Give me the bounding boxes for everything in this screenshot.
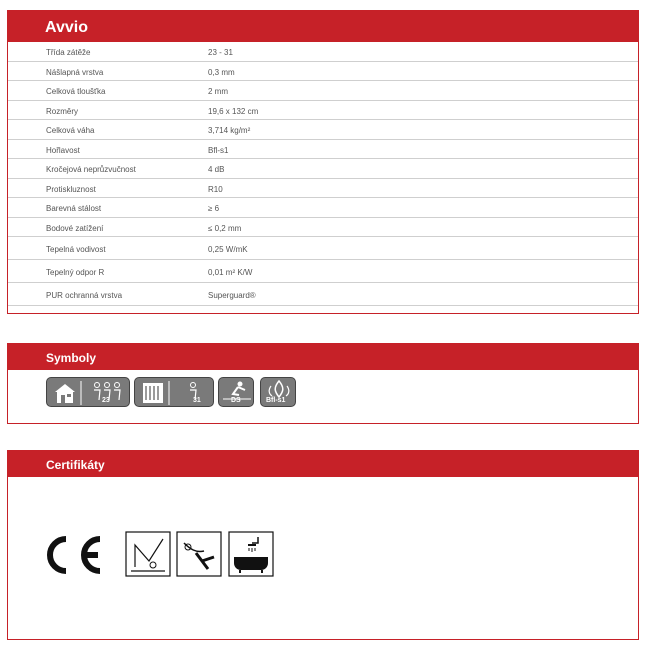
spec-row: [8, 81, 638, 101]
commercial-use-icon: [134, 377, 214, 407]
spec-label: Třída zátěže: [46, 48, 91, 57]
spec-label: Bodové zatížení: [46, 223, 104, 233]
spec-label: Celková tloušťka: [46, 87, 106, 96]
symbols-panel: [7, 343, 639, 424]
spec-value: Superguard®: [208, 291, 256, 300]
spec-label: Rozměry: [46, 106, 79, 116]
spec-row: [8, 218, 638, 238]
spec-label: PUR ochranná vrstva: [46, 291, 123, 300]
spec-label: Kročejová neprůzvučnost: [46, 165, 136, 174]
spec-label: Tepelná vodivost: [46, 245, 106, 254]
cigarette-resistance-icon: [176, 531, 222, 582]
spec-row: [8, 198, 638, 218]
spec-row: [8, 120, 638, 140]
spec-row: [8, 237, 638, 260]
chair-castor-icon: [125, 531, 171, 582]
slip-resistance-icon: [218, 377, 254, 407]
spec-value: 0,01 m² K/W: [208, 268, 253, 277]
spec-label: Celková váha: [46, 126, 95, 135]
spec-row: [8, 159, 638, 179]
spec-value: 0,25 W/mK: [208, 245, 248, 254]
spec-label: Nášlapná vrstva: [46, 67, 104, 77]
spec-value: ≥ 6: [208, 204, 220, 213]
commercial-class-label: 31: [193, 397, 201, 404]
spec-label: Barevná stálost: [46, 204, 102, 213]
spec-row: [8, 62, 638, 82]
spec-table: [8, 42, 638, 306]
certificates-panel-title: Certifikáty: [8, 451, 638, 477]
spec-value: 3,714 kg/m²: [208, 126, 251, 135]
spec-value: Bfl-s1: [208, 145, 229, 155]
fire-rating-icon: [260, 377, 296, 407]
fire-label: Bfl-s1: [266, 397, 286, 404]
domestic-class-label: 23: [102, 397, 110, 404]
domestic-use-icon: [46, 377, 130, 407]
spec-value: 2 mm: [208, 87, 228, 96]
spec-row: [8, 260, 638, 283]
spec-value: 0,3 mm: [208, 67, 235, 77]
spec-row: [8, 283, 638, 306]
symbols-strip: [8, 371, 638, 405]
specs-panel-title: Avvio: [8, 11, 638, 42]
spec-label: Protiskluznost: [46, 184, 96, 194]
certificates-panel: [7, 450, 639, 640]
symbols-panel-title: Symboly: [8, 344, 638, 370]
specs-panel: [7, 10, 639, 314]
spec-value: 4 dB: [208, 165, 225, 174]
bathroom-suitable-icon: [228, 531, 274, 582]
ce-mark-icon: [36, 531, 106, 584]
spec-value: 23 - 31: [208, 48, 233, 57]
spec-label: Tepelný odpor R: [46, 268, 105, 277]
spec-row: [8, 140, 638, 160]
spec-label: Hořlavost: [46, 145, 80, 155]
spec-row: [8, 101, 638, 121]
spec-value: ≤ 0,2 mm: [208, 223, 242, 233]
spec-value: R10: [208, 184, 223, 194]
spec-row: [8, 42, 638, 62]
spec-row: [8, 179, 638, 199]
spec-value: 19,6 x 132 cm: [208, 106, 259, 116]
slip-label: DS: [231, 397, 241, 404]
